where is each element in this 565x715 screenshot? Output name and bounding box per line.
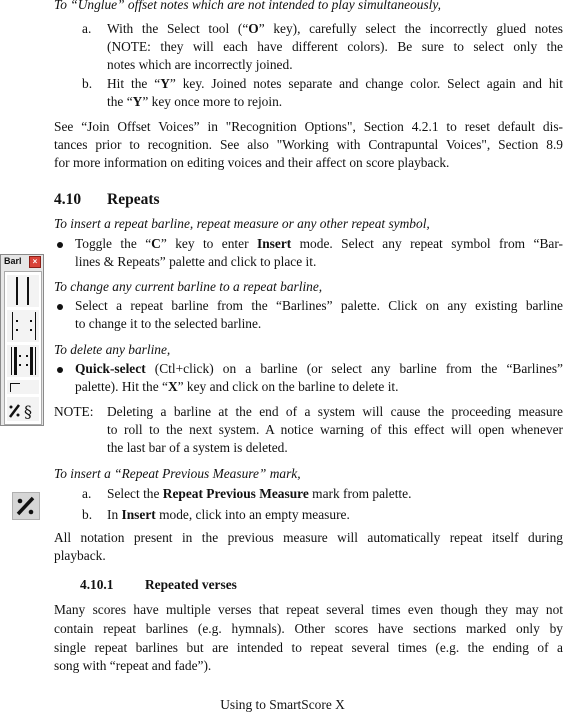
svg-text:§: §: [24, 402, 32, 421]
step-b-line1: Hit the “Y” key. Joined notes separate and change color. Select again and hit: [107, 76, 563, 91]
repeat-barline-cell[interactable]: [7, 310, 39, 342]
note-line3: the last bar of a system is deleted.: [107, 440, 288, 455]
change-line1: Select a repeat barline from the “Barlines” palette. Click on any existing barline: [75, 298, 563, 313]
bullet: [57, 367, 63, 373]
repeat-symbols-cell[interactable]: [7, 397, 39, 421]
verses-line1: Many scores have multiple verses that repeat several times even though they may not: [54, 602, 563, 617]
palette-title-text: Barl: [4, 256, 22, 266]
note-label: NOTE:: [54, 404, 94, 419]
see-line2: tances prior to recognition. See also "Working with Contrapuntal Voices", Section 8.9: [54, 137, 563, 152]
delete-line2: palette). Hit the “X” key and click on the barline to delete it.: [75, 379, 399, 394]
page-footer: Using to SmartScore X: [220, 697, 345, 712]
step-a-line1: With the Select tool (“O” key), carefully select the incorrectly glued notes: [107, 21, 563, 36]
intro-unglue: To “Unglue” offset notes which are not intended to play simultaneously,: [54, 0, 441, 12]
insert-line2: lines & Repeats” palette and click to place it.: [75, 254, 317, 269]
delete-line1: Quick-select (Ctl+click) on a barline (or select any barline from the “Barlines”: [75, 361, 563, 376]
repeat-previous-measure-icon[interactable]: [12, 492, 40, 520]
section-title: Repeats: [107, 191, 160, 208]
verses-line4: song with “repeat and fade”).: [54, 658, 212, 673]
palette-body: [4, 271, 42, 425]
insert-intro: To insert a repeat barline, repeat measure or any other repeat symbol,: [54, 216, 430, 231]
single-barline-cell[interactable]: [7, 275, 39, 307]
rpm-a-line: Select the Repeat Previous Measure mark from palette.: [107, 486, 412, 501]
volta-cell[interactable]: [7, 380, 39, 394]
verses-line3: single repeat barlines but are intended to repeat several times (e.g. the ending of a: [54, 640, 563, 655]
rpm-b-line: In Insert mode, click into an empty measure.: [107, 507, 350, 522]
note-line2: to roll to the next system. A notice warning of this effect will open whenever: [107, 422, 563, 437]
bullet: [57, 304, 63, 310]
see-line3: for more information on editing voices and their affect on score playback.: [54, 155, 450, 170]
all-notation-line1: All notation present in the previous measure will automatically repeat itself during: [54, 530, 563, 545]
step-b-line2: the “Y” key once more to rejoin.: [107, 94, 283, 109]
double-repeat-barline-cell[interactable]: [7, 345, 39, 377]
step-a-marker: a.: [82, 21, 92, 36]
close-icon[interactable]: ×: [29, 256, 41, 268]
step-b-marker: b.: [82, 76, 93, 91]
palette-title: [1, 255, 43, 268]
repeat-measure-icon: [7, 397, 39, 421]
change-intro: To change any current barline to a repeat barline,: [54, 279, 323, 294]
verses-line2: contain repeat barlines (e.g. hymnals). Other scores have sections marked only by: [54, 621, 563, 636]
subsection-title: Repeated verses: [145, 577, 237, 592]
all-notation-line2: playback.: [54, 548, 106, 563]
delete-intro: To delete any barline,: [54, 342, 171, 357]
step-a-line2: (NOTE: they will each have different colors). Be sure to select only the: [107, 39, 563, 54]
step-a-line3: notes which are incorrectly joined.: [107, 57, 293, 72]
rpm-intro: To insert a “Repeat Previous Measure” mark,: [54, 466, 301, 481]
subsection-number: 4.10.1: [80, 577, 114, 592]
rpm-a-marker: a.: [82, 486, 92, 501]
note-line1: Deleting a barline at the end of a system will cause the proceeding measure: [107, 404, 563, 419]
change-line2: to change it to the selected barline.: [75, 316, 262, 331]
see-line1: See “Join Offset Voices” in "Recognition Options", Section 4.2.1 to reset default dis-: [54, 119, 563, 134]
repeat-measure-glyph: [13, 493, 39, 519]
insert-line1: Toggle the “C” key to enter Insert mode. Select any repeat symbol from “Bar-: [75, 236, 563, 251]
section-number: 4.10: [54, 191, 82, 208]
barlines-palette[interactable]: [0, 254, 44, 426]
rpm-b-marker: b.: [82, 507, 93, 522]
bullet: [57, 242, 63, 248]
